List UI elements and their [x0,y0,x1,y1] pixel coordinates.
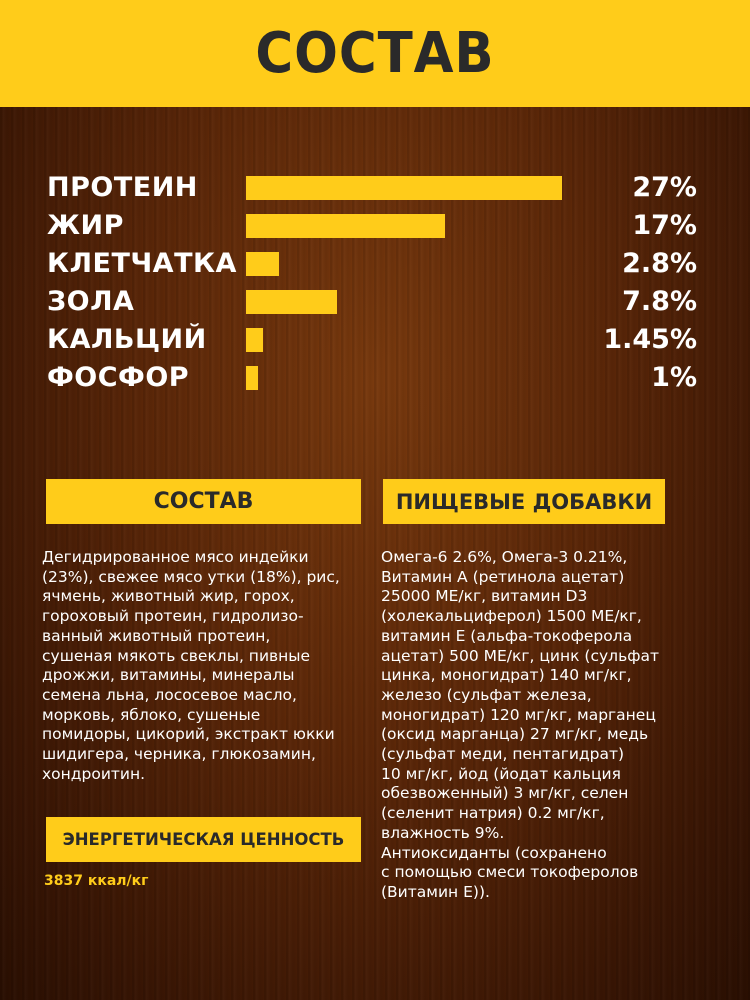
bar-category-label: ПРОТЕИН [47,172,198,203]
bar-value-label: 2.8% [622,248,697,279]
bar [246,214,445,238]
bar-category-label: ФОСФОР [47,362,190,393]
composition-text: Дегидрированное мясо индейки (23%), свежее мясо утки (18%), рис, ячмень, животный жир, горох, гороховый протеин, гидролизо- ванный животный протеин, сушеная мякоть свеклы, пивные дрожжи, витамины, минералы семена льна, лососевое масло, морковь, яблоко, сушеные помидоры, цикорий, экстракт юкки шидигера, черника, глюкозамин, хондроитин. [42,548,340,783]
additives-heading-box [383,479,665,524]
bar [246,328,263,352]
chart-row [0,246,750,282]
page-title: СОСТАВ [255,21,495,86]
bar [246,176,562,200]
bar-value-label: 7.8% [622,286,697,317]
energy-value: 3837 ккал/кг [44,873,149,889]
bar [246,252,279,276]
bar [246,290,337,314]
chart-row [0,208,750,244]
bar-category-label: КАЛЬЦИЙ [47,324,207,355]
bar-category-label: ЗОЛА [47,286,135,317]
additives-text: Омега-6 2.6%, Омега-3 0.21%, Витамин А (ретинола ацетат) 25000 МЕ/кг, витамин D3 (холекальциферол) 1500 МЕ/кг, витамин Е (альфа-токоферола ацетат) 500 МЕ/кг, цинк (сульфат цинка, моногидрат) 140 мг/кг, железо (сульфат железа, моногидрат) 120 мг/кг, марганец (оксид марганца) 27 мг/кг, медь (сульфат меди, пентагидрат) 10 мг/кг, йод (йодат кальция обезвоженный) 3 мг/кг, селен (селенит натрия) 0.2 мг/кг, влажность 9%. Антиоксиданты (сохранено с помощью смеси токоферолов (Витамин Е)). [381,548,659,901]
bar-value-label: 1% [651,362,697,393]
bar-value-label: 17% [632,210,697,241]
chart-row [0,284,750,320]
chart-row [0,322,750,358]
bar [246,366,258,390]
bar-category-label: ЖИР [47,210,124,241]
additives-heading: ПИЩЕВЫЕ ДОБАВКИ [395,489,653,514]
chart-row [0,360,750,396]
composition-heading: СОСТАВ [153,489,254,514]
energy-heading: ЭНЕРГЕТИЧЕСКАЯ ЦЕННОСТЬ [62,830,345,849]
nutrient-bar-chart [0,0,750,420]
bar-value-label: 1.45% [603,324,697,355]
energy-heading-box [46,817,361,862]
composition-heading-box [46,479,361,524]
bar-category-label: КЛЕТЧАТКА [47,248,237,279]
bar-value-label: 27% [632,172,697,203]
chart-row [0,170,750,206]
